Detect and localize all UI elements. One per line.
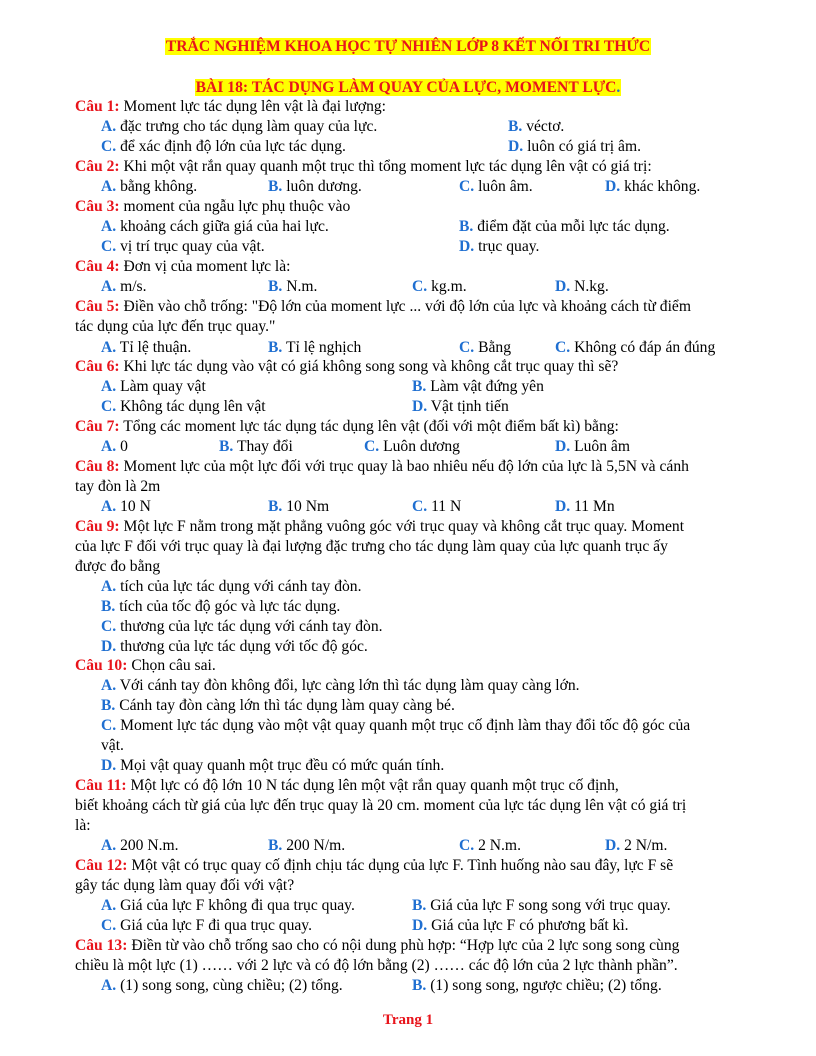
question-text: Moment lực tác dụng lên vật là đại lượng: (123, 98, 386, 115)
question-8 (75, 457, 765, 477)
question-5 (75, 297, 765, 317)
option-a[interactable]: A. 0 (101, 438, 128, 455)
page-number: Trang 1 (382, 1012, 434, 1028)
option-d[interactable]: D. 11 Mn (555, 498, 615, 515)
option-d[interactable]: D. Vật tịnh tiến (412, 398, 509, 415)
question-text: gây tác dụng làm quay đối với vật? (75, 877, 295, 894)
question-label: Câu 6: (75, 358, 120, 375)
question-label: Câu 4: (75, 258, 120, 275)
question-text: Khi một vật rắn quay quanh một trục thì tổng moment lực tác dụng lên vật có giá trị: (123, 158, 652, 175)
option-d[interactable]: D. 2 N/m. (605, 837, 668, 854)
option-d[interactable]: D. khác không. (605, 178, 701, 195)
document-title (0, 38, 816, 56)
question-12 (75, 856, 765, 876)
question-text: Tổng các moment lực tác dụng tác dụng lên vật (đối với một điểm bất kì) bằng: (123, 418, 619, 435)
question-text: tay đòn là 2m (75, 478, 161, 495)
question-label: Câu 8: (75, 458, 120, 475)
question-text: Đơn vị của moment lực là: (123, 258, 291, 275)
option-a[interactable]: A. Tỉ lệ thuận. (101, 339, 192, 356)
option-c[interactable]: C. thương của lực tác dụng với cánh tay đòn. (101, 618, 383, 635)
option-b[interactable]: B. N.m. (268, 278, 318, 295)
question-7 (75, 417, 765, 437)
question-5-cont (75, 317, 765, 337)
question-8-cont (75, 477, 765, 497)
question-9-cont-1 (75, 537, 765, 557)
question-text: Một lực có độ lớn 10 N tác dụng lên một vật rắn quay quanh một trục cố định, (130, 777, 619, 794)
question-4 (75, 257, 765, 277)
option-d[interactable]: C. Không có đáp án đúng (555, 339, 716, 356)
option-d[interactable]: D. thương của lực tác dụng với tốc độ góc. (101, 638, 368, 655)
option-d[interactable]: D. Luôn âm (555, 438, 630, 455)
option-a[interactable]: A. (1) song song, cùng chiều; (2) tổng. (101, 977, 343, 994)
option-c-cont: vật. (101, 737, 124, 754)
option-a[interactable]: A. Làm quay vật (101, 378, 206, 395)
option-d[interactable]: D. N.kg. (555, 278, 609, 295)
question-text: Một lực F nằm trong mặt phẳng vuông góc với trục quay và không cắt trục quay. Moment (123, 518, 685, 535)
option-b[interactable]: B. tích của tốc độ góc và lực tác dụng. (101, 598, 341, 615)
option-d[interactable]: D. luôn có giá trị âm. (508, 138, 641, 155)
question-label: Câu 7: (75, 418, 120, 435)
option-a[interactable]: A. Giá của lực F không đi qua trục quay. (101, 897, 355, 914)
lesson-title-text: BÀI 18: TÁC DỤNG LÀM QUAY CỦA LỰC, MOMENT LỰC (195, 79, 617, 96)
option-b[interactable]: B. luôn dương. (268, 178, 362, 195)
option-a[interactable]: A. 10 N (101, 498, 151, 515)
question-11-cont-1 (75, 796, 765, 816)
option-a[interactable]: A. đặc trưng cho tác dụng làm quay của lực. (101, 118, 378, 135)
option-b[interactable]: B. 10 Nm (268, 498, 330, 515)
option-c[interactable]: C. Luôn dương (364, 438, 460, 455)
question-10 (75, 656, 765, 676)
question-text: tác dụng của lực đến trục quay." (75, 318, 276, 335)
option-c[interactable]: C. Moment lực tác dụng vào một vật quay quanh một trục cố định làm thay đổi tốc độ góc của (101, 717, 691, 734)
option-d[interactable]: D. Mọi vật quay quanh một trục đều có mức quán tính. (101, 757, 445, 774)
question-label: Câu 1: (75, 98, 120, 115)
option-b[interactable]: B. 200 N/m. (268, 837, 346, 854)
question-9-cont-2 (75, 557, 765, 577)
question-11-cont-2 (75, 816, 765, 836)
question-text: moment của ngẫu lực phụ thuộc vào (123, 198, 351, 215)
question-2 (75, 157, 765, 177)
option-c[interactable]: C. Bằng (459, 339, 511, 356)
question-label: Câu 3: (75, 198, 120, 215)
document-title-text: TRẮC NGHIỆM KHOA HỌC TỰ NHIÊN LỚP 8 KẾT NỐI TRI THỨC (165, 38, 651, 55)
option-c[interactable]: C. 11 N (412, 498, 462, 515)
question-6 (75, 357, 765, 377)
option-b[interactable]: B. Giá của lực F song song với trục quay. (412, 897, 671, 914)
question-label: Câu 12: (75, 857, 128, 874)
question-text: Khi lực tác dụng vào vật có giá không song song và không cắt trục quay thì sẽ? (123, 358, 619, 375)
question-text: của lực F đối với trục quay là đại lượng đặc trưng cho tác dụng làm quay của lực quanh trục ấy (75, 538, 668, 555)
option-a[interactable]: A. Với cánh tay đòn không đổi, lực càng lớn thì tác dụng làm quay càng lớn. (101, 677, 580, 694)
option-b[interactable]: B. véctơ. (508, 118, 565, 135)
option-c[interactable]: C. 2 N.m. (459, 837, 521, 854)
option-d[interactable]: D. trục quay. (459, 238, 540, 255)
option-a[interactable]: A. m/s. (101, 278, 147, 295)
option-c[interactable]: C. Giá của lực F đi qua trục quay. (101, 917, 312, 934)
question-text: Điền vào chỗ trống: "Độ lớn của moment lực ... với độ lớn của lực và khoảng cách từ điểm (123, 298, 691, 315)
question-label: Câu 10: (75, 657, 128, 674)
option-a[interactable]: A. tích của lực tác dụng với cánh tay đòn. (101, 578, 362, 595)
option-d[interactable]: D. Giá của lực F có phương bất kì. (412, 917, 629, 934)
option-b[interactable]: B. Thay đổi (219, 438, 293, 455)
question-11 (75, 776, 765, 796)
option-b[interactable]: B. Làm vật đứng yên (412, 378, 544, 395)
question-13 (75, 936, 765, 956)
question-label: Câu 2: (75, 158, 120, 175)
option-b[interactable]: B. Tỉ lệ nghịch (268, 339, 362, 356)
question-3 (75, 197, 765, 217)
question-12-cont (75, 876, 765, 896)
question-1 (75, 97, 765, 117)
option-c[interactable]: C. Không tác dụng lên vật (101, 398, 266, 415)
question-label: Câu 9: (75, 518, 120, 535)
option-b[interactable]: B. điểm đặt của mỗi lực tác dụng. (459, 218, 670, 235)
option-c[interactable]: C. kg.m. (412, 278, 467, 295)
question-text: được đo bằng (75, 558, 161, 575)
option-c[interactable]: C. vị trí trục quay của vật. (101, 238, 265, 255)
question-9 (75, 517, 765, 537)
question-text: biết khoảng cách từ giá của lực đến trục quay là 20 cm. moment của lực tác dụng lên vật có giá trị (75, 797, 687, 814)
lesson-title (0, 79, 816, 97)
question-text: Điền từ vào chỗ trống sao cho có nội dung phù hợp: “Hợp lực của 2 lực song song cùng (131, 937, 680, 954)
option-b[interactable]: B. (1) song song, ngược chiều; (2) tổng. (412, 977, 662, 994)
option-a[interactable]: A. bằng không. (101, 178, 198, 195)
question-text: là: (75, 817, 91, 834)
option-c[interactable]: C. luôn âm. (459, 178, 533, 195)
question-label: Câu 5: (75, 298, 120, 315)
option-c[interactable]: C. để xác định độ lớn của lực tác dụng. (101, 138, 346, 155)
question-13-cont (75, 956, 765, 976)
option-b[interactable]: B. Cánh tay đòn càng lớn thì tác dụng làm quay càng bé. (101, 697, 455, 714)
question-text: Moment lực của một lực đối với trục quay là bao nhiêu nếu độ lớn của lực là 5,5N và cánh (123, 458, 689, 475)
lesson-title-end: . (616, 79, 621, 96)
question-text: Chọn câu sai. (131, 657, 216, 674)
option-a[interactable]: A. 200 N.m. (101, 837, 179, 854)
question-text: Một vật có trục quay cố định chịu tác dụng của lực F. Tình huống nào sau đây, lực F sẽ (131, 857, 674, 874)
question-label: Câu 13: (75, 937, 128, 954)
question-label: Câu 11: (75, 777, 127, 794)
question-text: chiều là một lực (1) …… với 2 lực và có độ lớn bằng (2) …… các độ lớn của 2 lực thành phần”. (75, 957, 678, 974)
option-a[interactable]: A. khoảng cách giữa giá của hai lực. (101, 218, 329, 235)
